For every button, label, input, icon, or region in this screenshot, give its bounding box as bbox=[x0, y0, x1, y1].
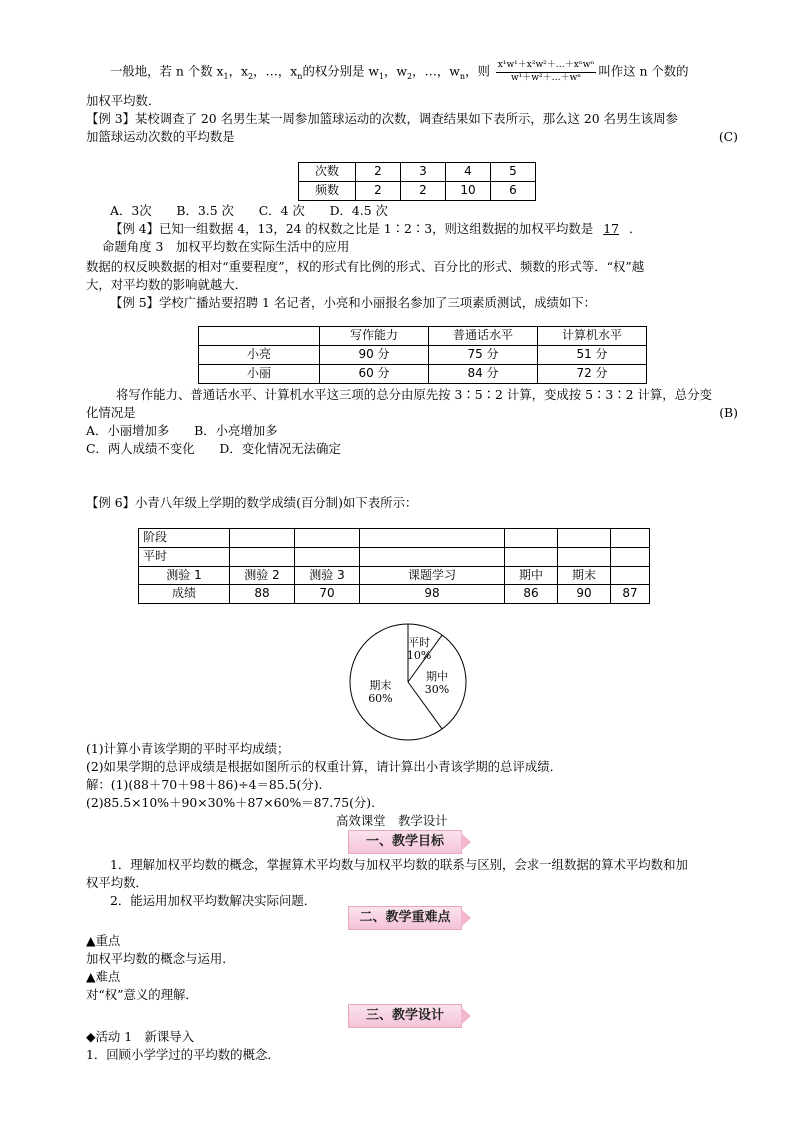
table-cell: 次数 bbox=[299, 163, 356, 182]
table-row bbox=[139, 566, 650, 585]
table-cell bbox=[558, 529, 611, 548]
table-cell bbox=[295, 529, 360, 548]
table-cell: 平时 bbox=[139, 547, 230, 566]
question-2: (2)如果学期的总评成绩是根据如图所示的权重计算，请计算出小青该学期的总评成绩． bbox=[86, 759, 563, 774]
example-3-answer: (C) bbox=[718, 129, 738, 144]
semester-score-table bbox=[138, 528, 650, 604]
example-5-answer: (B) bbox=[719, 405, 738, 420]
banner-key-points: 二、教学重难点 bbox=[348, 906, 462, 930]
table-cell: 2 bbox=[401, 182, 446, 201]
example-5-options-2: C．两人成绩不变化 D．变化情况无法确定 bbox=[86, 441, 341, 456]
table-cell: 6 bbox=[491, 182, 536, 201]
goal-1-line-1: 1．理解加权平均数的概念，掌握算术平均数与加权平均数的联系与区别，会求一组数据的算术平均数和加 bbox=[110, 857, 688, 872]
definition-line-1: 一般地，若 n 个数 $x_1$，$x_2$，…，$x_n$的权分别是 $w_1$，$w_2$，…，$w_n$，则 $\frac{\text{x¹w¹＋x²w²＋…＋xⁿwⁿ}}{\text{w¹＋w²＋…＋wⁿ}}$ 叫作这 n 个数的 bbox=[110, 60, 689, 83]
example-5-line-1: 【例 5】学校广播站要招聘 1 名记者，小亮和小丽报名参加了三项素质测试，成绩如下： bbox=[110, 295, 597, 310]
table-cell: 72 分 bbox=[538, 365, 647, 384]
table-cell: 90 分 bbox=[320, 346, 429, 365]
example-3-options: A．3次 B．3.5 次 C．4 次 D．4.5 次 bbox=[110, 203, 388, 218]
definition-text: 叫作这 n 个数的 bbox=[598, 63, 689, 79]
table-cell: 90 bbox=[558, 585, 611, 604]
table-cell: 84 分 bbox=[429, 365, 538, 384]
pie-slice-percent: 60% bbox=[368, 691, 393, 705]
table-cell: 频数 bbox=[299, 182, 356, 201]
weighted-mean-formula bbox=[496, 60, 597, 84]
definition-text: 一般地，若 n 个数 x bbox=[110, 63, 224, 79]
table-cell: 88 bbox=[230, 585, 295, 604]
table-row bbox=[139, 529, 650, 548]
pie-slice-label: 期中 bbox=[426, 670, 448, 683]
table-cell bbox=[611, 529, 650, 548]
example-4-text: 【例 4】已知一组数据 4，13，24 的权数之比是 1∶2∶3，则这组数据的加权平均数是 bbox=[110, 221, 594, 236]
table-cell: 4 bbox=[446, 163, 491, 182]
table-cell: 课题学习 bbox=[360, 566, 505, 585]
table-row bbox=[139, 585, 650, 604]
goal-1-line-2: 权平均数． bbox=[86, 875, 148, 890]
table-cell bbox=[295, 547, 360, 566]
topic-angle-3: 命题角度 3 加权平均数在实际生活中的应用 bbox=[102, 239, 350, 254]
definition-text: 的权分别是 w bbox=[302, 63, 379, 79]
definition-text: ，则 bbox=[465, 63, 490, 79]
pie-slice-percent: 30% bbox=[424, 683, 450, 696]
pie-slice-label: 平时 bbox=[408, 635, 431, 649]
table-cell: 期末 bbox=[558, 566, 611, 585]
example-5-options-1: A．小丽增加多 B．小亮增加多 bbox=[86, 423, 278, 438]
table-cell bbox=[558, 547, 611, 566]
activity-1-title: ◆活动 1 新课导入 bbox=[86, 1029, 195, 1044]
table-cell bbox=[611, 547, 650, 566]
table-row bbox=[299, 182, 536, 201]
table-cell bbox=[230, 529, 295, 548]
table-cell: 60 分 bbox=[320, 365, 429, 384]
table-cell: 3 bbox=[401, 163, 446, 182]
example-3-line-1: 【例 3】某校调查了 20 名男生某一周参加篮球运动的次数，调查结果如下表所示，那么这 20 名男生该周参 bbox=[86, 111, 678, 126]
table-row bbox=[199, 346, 647, 365]
banner-teaching-design: 三、教学设计 bbox=[348, 1004, 462, 1028]
example-4-answer: 17 bbox=[603, 221, 619, 236]
table-cell: 87 bbox=[611, 585, 650, 604]
table-cell: 70 bbox=[295, 585, 360, 604]
table-cell bbox=[505, 547, 558, 566]
definition-text: ，…，x bbox=[253, 63, 298, 79]
table-cell: 测验 1 bbox=[139, 566, 230, 585]
table-cell: 10 bbox=[446, 182, 491, 201]
question-1: (1)计算小青该学期的平时平均成绩； bbox=[86, 741, 290, 756]
weight-pie-chart bbox=[346, 620, 476, 744]
table-cell bbox=[230, 547, 295, 566]
table-cell: 2 bbox=[356, 182, 401, 201]
table-cell: 测验 2 bbox=[230, 566, 295, 585]
weight-explanation-line-1: 数据的权反映数据的相对“重要程度”，权的形式有比例的形式、百分比的形式、频数的形式等．“权”越 bbox=[86, 259, 645, 274]
table-cell: 75 分 bbox=[429, 346, 538, 365]
table-row bbox=[199, 365, 647, 384]
table-row bbox=[199, 327, 647, 346]
example-4-text: ． bbox=[629, 221, 642, 236]
pie-slice-label: 期末 bbox=[369, 678, 392, 692]
key-point-title: ▲重点 bbox=[86, 933, 121, 948]
formula-denominator: w¹＋w²＋…＋wⁿ bbox=[510, 72, 582, 83]
pie-slice-percent: 10% bbox=[406, 648, 432, 662]
table-cell: 2 bbox=[356, 163, 401, 182]
table-cell bbox=[611, 566, 650, 585]
table-cell bbox=[360, 547, 505, 566]
activity-1-item: 1．回顾小学学过的平均数的概念． bbox=[86, 1047, 280, 1062]
table-cell: 阶段 bbox=[139, 529, 230, 548]
key-point-text: 加权平均数的概念与运用． bbox=[86, 951, 235, 966]
table-cell: 计算机水平 bbox=[538, 327, 647, 346]
difficulty-text: 对“权”意义的理解． bbox=[86, 987, 198, 1002]
example-3-line-2: 加篮球运动次数的平均数是 bbox=[86, 129, 235, 144]
table-row bbox=[299, 163, 536, 182]
definition-line-2: 加权平均数． bbox=[86, 93, 161, 108]
example-6-line: 【例 6】小青八年级上学期的数学成绩(百分制)如下表所示： bbox=[86, 495, 418, 510]
table-cell: 小丽 bbox=[199, 365, 320, 384]
solution-1: 解：(1)(88＋70＋98＋86)÷4＝85.5(分). bbox=[86, 777, 323, 792]
table-cell: 测验 3 bbox=[295, 566, 360, 585]
formula-numerator: x¹w¹＋x²w²＋…＋xⁿwⁿ bbox=[496, 60, 597, 73]
score-table bbox=[198, 326, 647, 384]
banner-teaching-goals: 一、教学目标 bbox=[348, 830, 462, 854]
table-cell bbox=[199, 327, 320, 346]
solution-2: (2)85.5×10%＋90×30%＋87×60%＝87.75(分). bbox=[86, 795, 376, 810]
definition-text: ，…，w bbox=[412, 63, 460, 79]
table-cell: 成绩 bbox=[139, 585, 230, 604]
table-row bbox=[139, 547, 650, 566]
table-cell: 5 bbox=[491, 163, 536, 182]
definition-text: ，x bbox=[228, 63, 249, 79]
table-cell: 98 bbox=[360, 585, 505, 604]
example-5-line-3: 化情况是 bbox=[86, 405, 136, 420]
frequency-table bbox=[298, 162, 536, 201]
table-cell: 写作能力 bbox=[320, 327, 429, 346]
table-cell: 普通话水平 bbox=[429, 327, 538, 346]
difficulty-title: ▲难点 bbox=[86, 969, 121, 984]
table-cell bbox=[360, 529, 505, 548]
table-cell: 86 bbox=[505, 585, 558, 604]
definition-text: ，w bbox=[384, 63, 408, 79]
weight-explanation-line-2: 大，对平均数的影响就越大． bbox=[86, 277, 248, 292]
example-4-line bbox=[86, 220, 641, 238]
table-cell: 期中 bbox=[505, 566, 558, 585]
example-5-line-2: 将写作能力、普通话水平、计算机水平这三项的总分由原先按 3∶5∶2 计算，变成按 5∶3∶2 计算，总分变 bbox=[116, 387, 712, 402]
table-cell: 51 分 bbox=[538, 346, 647, 365]
goal-2: 2．能运用加权平均数解决实际问题． bbox=[110, 893, 317, 908]
section-header: 高效课堂 教学设计 bbox=[336, 813, 448, 828]
table-cell: 小亮 bbox=[199, 346, 320, 365]
table-cell bbox=[505, 529, 558, 548]
